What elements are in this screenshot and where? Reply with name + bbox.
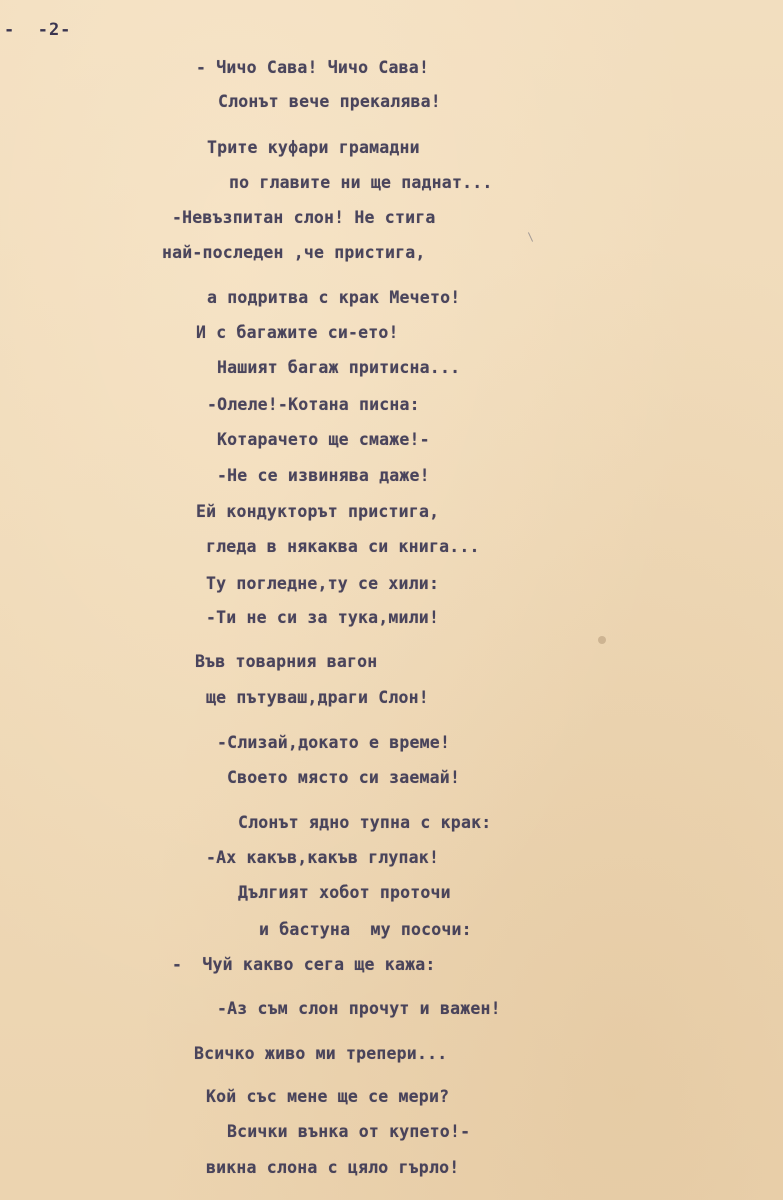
verse-line: Нашият багаж притисна... (217, 358, 461, 377)
verse-line: -Ти не си за тука,мили! (206, 608, 440, 627)
verse-line: Във товарния вагон (195, 652, 378, 671)
page-number: - -2- (4, 20, 72, 40)
verse-line: по главите ни ще паднат... (229, 173, 493, 192)
verse-line: Дългият хобот проточи (238, 883, 451, 902)
verse-line: Ей кондукторът пристига, (196, 502, 440, 521)
verse-line: Котарачето ще смаже!- (217, 430, 430, 449)
verse-line: Своето място си заемай! (227, 768, 461, 787)
verse-line: ще пътуваш,драги Слон! (206, 688, 429, 707)
verse-line: -Не се извинява даже! (217, 466, 430, 485)
verse-line: Ту погледне,ту се хили: (206, 574, 440, 593)
verse-line: -Слизай,докато е време! (217, 733, 451, 752)
verse-line: Всички вънка от купето!- (227, 1122, 471, 1141)
verse-line: а подритва с крак Мечето! (207, 288, 461, 307)
verse-line: най-последен ,че пристига, (162, 243, 426, 262)
verse-line: Слонът вече прекалява! (218, 92, 441, 111)
verse-line: -Олеле!-Котана писна: (207, 395, 420, 414)
verse-line: -Аз съм слон прочут и важен! (217, 999, 501, 1018)
verse-line: -Ах какъв,какъв глупак! (206, 848, 440, 867)
pen-mark (528, 232, 533, 241)
verse-line: Всичко живо ми трепери... (194, 1044, 448, 1063)
verse-line: гледа в някаква си книга... (206, 537, 480, 556)
verse-line: -Невъзпитан слон! Не стига (172, 208, 436, 227)
verse-line: И с багажите си-ето! (196, 323, 399, 342)
verse-line: - Чичо Сава! Чичо Сава! (196, 58, 430, 77)
verse-line: Кой със мене ще се мери? (206, 1087, 450, 1106)
verse-line: и бастуна му посочи: (259, 920, 472, 939)
verse-line: викна слона с цяло гърло! (206, 1158, 460, 1177)
verse-line: Трите куфари грамадни (207, 138, 420, 157)
verse-line: Слонът ядно тупна с крак: (238, 813, 492, 832)
verse-line: - Чуй какво сега ще кажа: (172, 955, 436, 974)
paper-stain (598, 636, 606, 644)
